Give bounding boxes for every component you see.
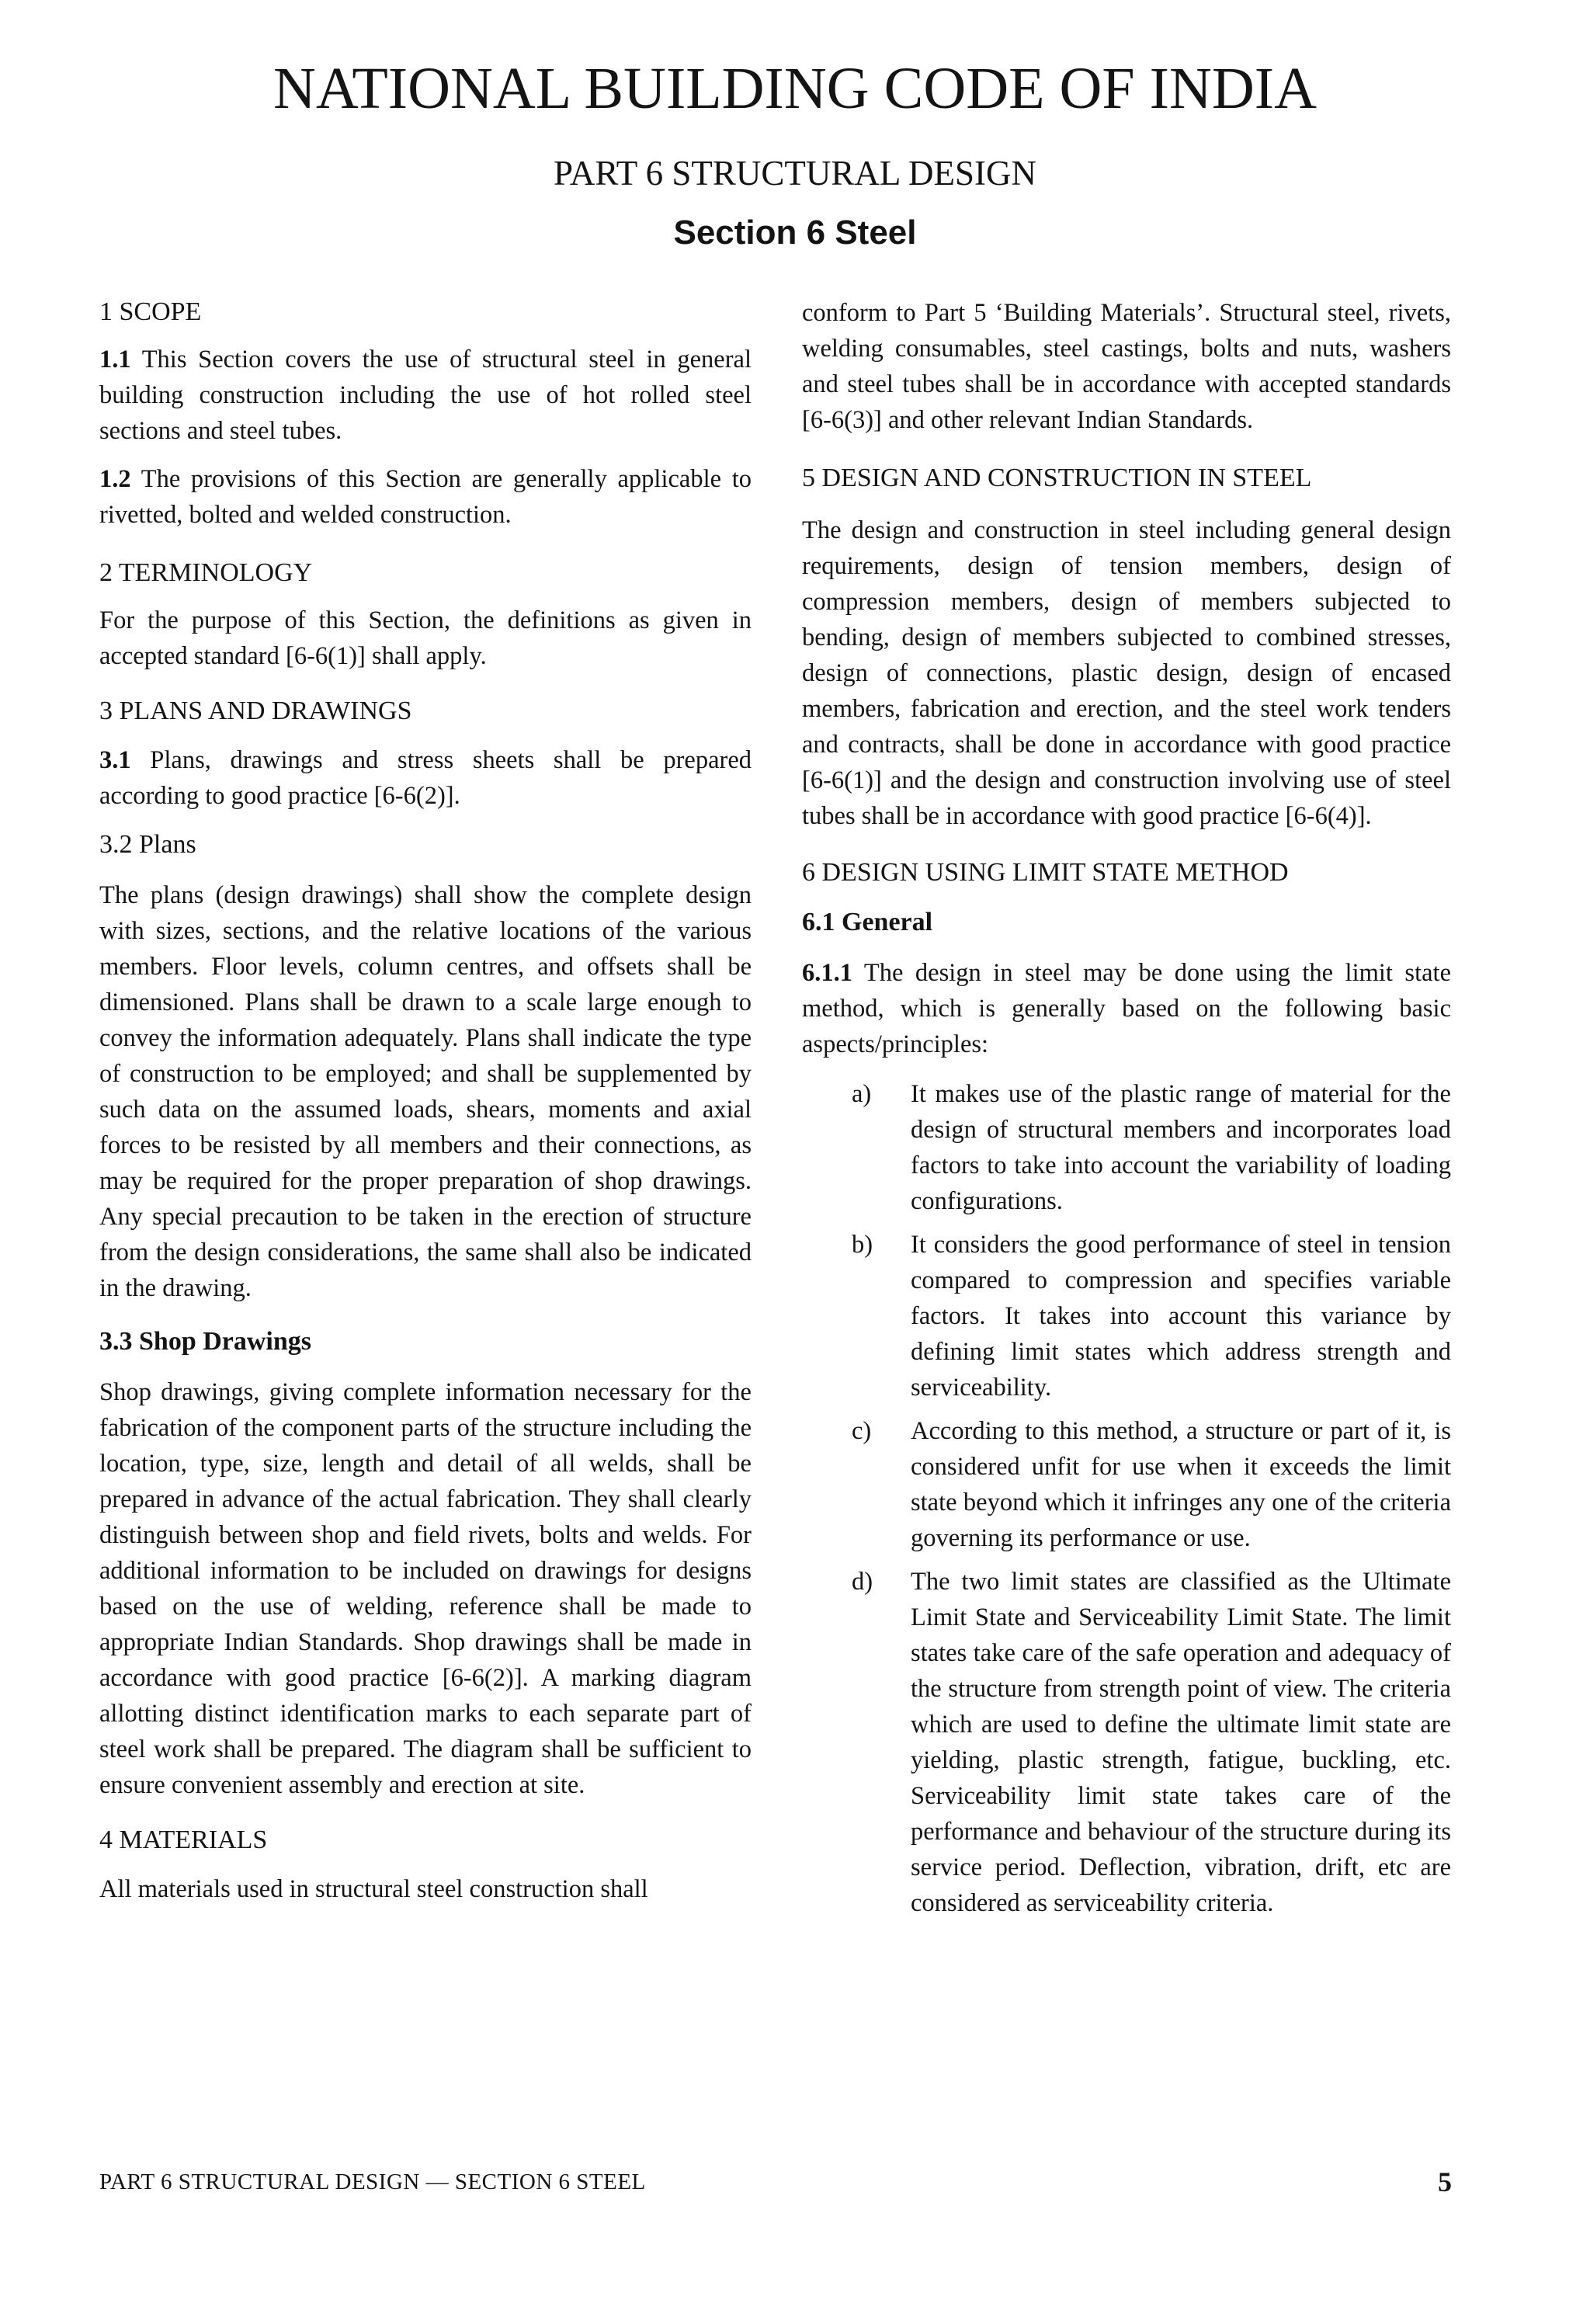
clause-number: 1.1 [99,346,131,373]
heading-plans-drawings: 3 PLANS AND DRAWINGS [99,697,412,725]
section-title: Section 6 Steel [673,214,917,252]
heading-materials: 4 MATERIALS [99,1826,268,1854]
list-item-text: The two limit states are classified as the Ultimate Limit State and Serviceability Limit State. The limit states take care of the safe operation and adequacy of the structure from strength point of view. The criteria which are used to define the ultimate limit state are yielding, plastic strength, fatigue, buckling, etc. Serviceability limit state takes care of the performance and behaviour of the structure during its service period. Deflection, vibration, drift, etc are considered as serviceability criteria. [911,1568,1451,1917]
design-construction-text: The design and construction in steel including general design requirements, design of tension members, design of compression members, design of members subjected to bending, design of members subjected to combined stresses, design of connections, plastic design, design of encased members, fabrication and erection, and the steel work tenders and contracts, shall be done in accordance with good practice [6-6(1)] and the design and construction involving use of steel tubes shall be in accordance with good practice [6-6(4)]. [802,516,1451,830]
heading-scope: 1 SCOPE [99,297,202,326]
list-marker: b) [852,1231,873,1259]
clause-1-1 [99,342,752,449]
clause-number: 1.2 [99,465,131,493]
materials-text-continued: conform to Part 5 ‘Building Materials’. Structural steel, rivets, welding consumables, steel castings, bolts and nuts, washers and steel tubes shall be in accordance with accepted standards [6-6(3)] and other relevant Indian Standards. [802,299,1451,434]
list-item-text: According to this method, a structure or part of it, is considered unfit for use when it exceeds the limit state beyond which it infringes any one of the criteria governing its performance or use. [911,1417,1451,1552]
clause-text: Plans, drawings and stress sheets shall be prepared according to good practice [6-6(2)]. [99,746,752,810]
materials-text: All materials used in structural steel construction shall [99,1875,648,1903]
clause-text: The design in steel may be done using the limit state method, which is generally based on the following basic aspects/principles: [802,959,1451,1058]
heading-shop-drawings: 3.3 Shop Drawings [99,1327,312,1356]
clause-1-2 [99,461,752,533]
clause-text: The provisions of this Section are generally applicable to rivetted, bolted and welded construction. [99,465,752,529]
list-item-text: It makes use of the plastic range of material for the design of structural members and incorporates load factors to take into account the variability of loading configurations. [911,1080,1451,1215]
heading-plans: 3.2 Plans [99,830,196,859]
heading-general: 6.1 General [802,908,933,936]
page-number: 5 [1438,2166,1452,2197]
shop-drawings-text: Shop drawings, giving complete information necessary for the fabrication of the component parts of the structure including the location, type, size, length and detail of all welds, shall be prepared in advance of the actual fabrication. They shall clearly distinguish between shop and field rivets, bolts and welds. For additional information to be included on drawings for designs based on the use of welding, reference shall be made to appropriate Indian Standards. Shop drawings shall be made in accordance with good practice [6-6(2)]. A marking diagram allotting distinct identification marks to each separate part of steel work shall be prepared. The diagram shall be sufficient to ensure convenient assembly and erection at site. [99,1378,752,1799]
plans-text: The plans (design drawings) shall show the complete design with sizes, sections, and the relative locations of the various members. Floor levels, column centres, and offsets shall be dimensioned. Plans shall be drawn to a scale large enough to convey the information adequately. Plans shall indicate the type of construction to be employed; and shall be supplemented by such data on the assumed loads, shears, moments and axial forces to be resisted by all members and their connections, as may be required for the proper preparation of shop drawings. Any special precaution to be taken in the erection of structure from the design considerations, the same shall also be indicated in the drawing. [99,881,752,1302]
list-item [802,1413,1451,1556]
list-marker: d) [852,1568,873,1596]
clause-number: 6.1.1 [802,959,852,987]
part-title: PART 6 STRUCTURAL DESIGN [554,154,1036,193]
left-column [99,295,752,1907]
clause-number: 3.1 [99,746,131,774]
clause-6-1-1 [802,955,1451,1062]
heading-terminology: 2 TERMINOLOGY [99,558,313,587]
list-item [802,1227,1451,1405]
footer-running-title: PART 6 STRUCTURAL DESIGN — SECTION 6 STEEL [99,2169,646,2194]
list-item [802,1564,1451,1921]
list-item-text: It considers the good performance of steel in tension compared to compression and specifies variable factors. It takes into account this variance by defining limit states which address strength and serviceability. [911,1231,1451,1402]
list-marker: a) [852,1080,872,1108]
terminology-text: For the purpose of this Section, the definitions as given in accepted standard [6-6(1)] shall apply. [99,606,752,670]
right-column [802,295,1451,1921]
page-footer [99,2165,1452,2199]
principles-list [802,1076,1451,1921]
document-title: NATIONAL BUILDING CODE OF INDIA [273,56,1317,121]
clause-3-1 [99,742,752,814]
heading-limit-state-method: 6 DESIGN USING LIMIT STATE METHOD [802,858,1289,887]
clause-text: This Section covers the use of structural steel in general building construction including the use of hot rolled steel sections and steel tubes. [99,346,752,445]
heading-design-construction: 5 DESIGN AND CONSTRUCTION IN STEEL [802,464,1312,492]
list-marker: c) [852,1417,872,1445]
list-item [802,1076,1451,1219]
